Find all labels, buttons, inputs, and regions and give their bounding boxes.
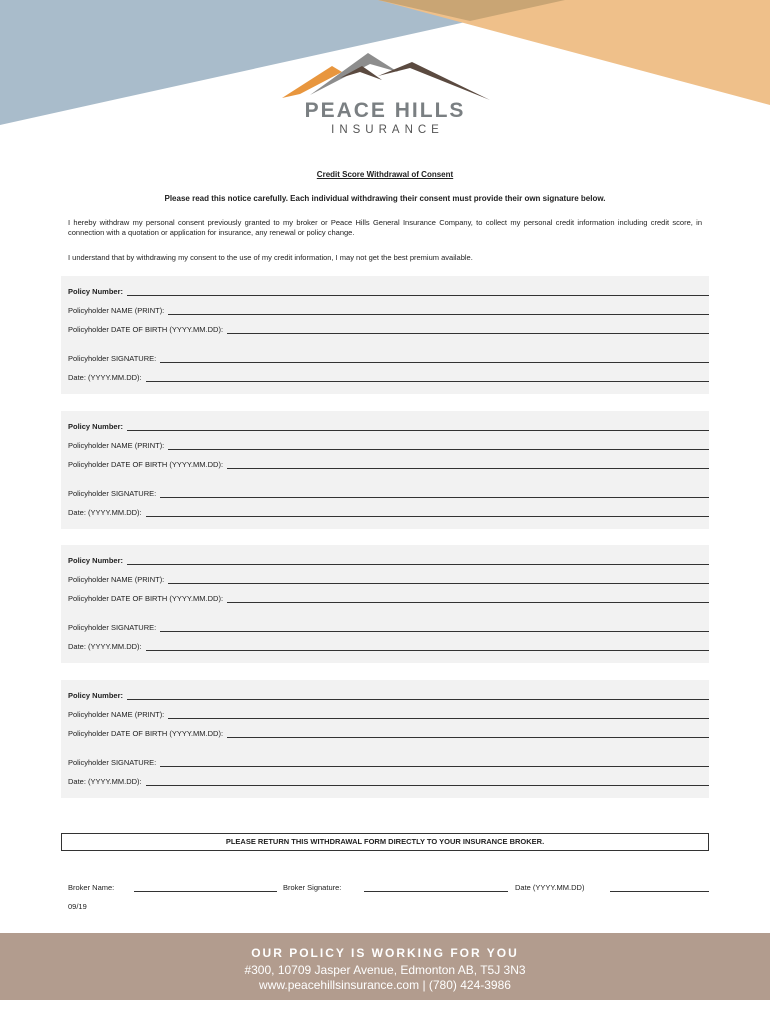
dob-field[interactable] — [68, 457, 709, 469]
date-field[interactable] — [68, 639, 709, 651]
consent-paragraph: I hereby withdraw my personal consent previously granted to my broker or Peace Hills General Insurance Company, to collect my personal credit information including credit score, in connection with a quotation or application for insurance, any renewal or policy change. — [68, 218, 702, 237]
policy-number-line[interactable] — [127, 689, 709, 700]
signature-line[interactable] — [160, 352, 709, 363]
dob-line[interactable] — [227, 592, 709, 603]
broker-signature-label: Broker Signature: — [283, 883, 342, 892]
understanding-paragraph: I understand that by withdrawing my consent to the use of my credit information, I may not get the best premium available. — [68, 253, 473, 262]
name-label: Policyholder NAME (PRINT): — [68, 441, 165, 450]
signature-field[interactable] — [68, 351, 709, 363]
policy-number-label: Policy Number: — [68, 556, 124, 565]
dob-label: Policyholder DATE OF BIRTH (YYYY.MM.DD): — [68, 729, 224, 738]
form-version: 09/19 — [68, 902, 87, 911]
policy-number-label: Policy Number: — [68, 422, 124, 431]
name-field[interactable] — [68, 707, 709, 719]
broker-row — [68, 880, 709, 892]
date-line[interactable] — [146, 640, 709, 651]
policy-number-field[interactable] — [68, 688, 709, 700]
broker-date-label: Date (YYYY.MM.DD) — [515, 883, 585, 892]
name-label: Policyholder NAME (PRINT): — [68, 575, 165, 584]
footer-tagline: OUR POLICY IS WORKING FOR YOU — [251, 946, 519, 960]
broker-date-line[interactable] — [610, 881, 709, 892]
signature-line[interactable] — [160, 756, 709, 767]
dob-line[interactable] — [227, 458, 709, 469]
signature-field[interactable] — [68, 486, 709, 498]
signature-field[interactable] — [68, 755, 709, 767]
policy-number-line[interactable] — [127, 420, 709, 431]
date-line[interactable] — [146, 775, 709, 786]
name-field[interactable] — [68, 438, 709, 450]
return-notice: PLEASE RETURN THIS WITHDRAWAL FORM DIRECTLY TO YOUR INSURANCE BROKER. — [61, 833, 709, 851]
broker-name-line[interactable] — [134, 881, 277, 892]
signature-label: Policyholder SIGNATURE: — [68, 354, 157, 363]
name-line[interactable] — [168, 573, 709, 584]
dob-field[interactable] — [68, 322, 709, 334]
policyholder-block-4 — [61, 680, 709, 798]
name-field[interactable] — [68, 572, 709, 584]
policyholder-block-3 — [61, 545, 709, 663]
brand-name: PEACE HILLS — [304, 99, 466, 122]
footer — [0, 933, 770, 1000]
policy-number-field[interactable] — [68, 553, 709, 565]
instruction-text: Please read this notice carefully. Each individual withdrawing their consent must provide their own signature below. — [164, 194, 606, 203]
name-line[interactable] — [168, 439, 709, 450]
signature-label: Policyholder SIGNATURE: — [68, 758, 157, 767]
date-field[interactable] — [68, 370, 709, 382]
footer-contact: www.peacehillsinsurance.com | (780) 424-3986 — [259, 978, 511, 992]
date-line[interactable] — [146, 506, 709, 517]
dob-label: Policyholder DATE OF BIRTH (YYYY.MM.DD): — [68, 460, 224, 469]
date-field[interactable] — [68, 774, 709, 786]
date-line[interactable] — [146, 371, 709, 382]
name-field[interactable] — [68, 303, 709, 315]
policy-number-field[interactable] — [68, 419, 709, 431]
policy-number-field[interactable] — [68, 284, 709, 296]
policy-number-label: Policy Number: — [68, 691, 124, 700]
date-label: Date: (YYYY.MM.DD): — [68, 777, 142, 786]
page-title: Credit Score Withdrawal of Consent — [316, 170, 454, 179]
dob-label: Policyholder DATE OF BIRTH (YYYY.MM.DD): — [68, 594, 224, 603]
dob-line[interactable] — [227, 727, 709, 738]
policy-number-label: Policy Number: — [68, 287, 124, 296]
dob-line[interactable] — [227, 323, 709, 334]
policy-number-line[interactable] — [127, 554, 709, 565]
brand-subtitle: INSURANCE — [331, 124, 444, 136]
dob-label: Policyholder DATE OF BIRTH (YYYY.MM.DD): — [68, 325, 224, 334]
date-label: Date: (YYYY.MM.DD): — [68, 373, 142, 382]
name-label: Policyholder NAME (PRINT): — [68, 306, 165, 315]
name-line[interactable] — [168, 304, 709, 315]
dob-field[interactable] — [68, 726, 709, 738]
dob-field[interactable] — [68, 591, 709, 603]
date-label: Date: (YYYY.MM.DD): — [68, 508, 142, 517]
signature-line[interactable] — [160, 621, 709, 632]
broker-name-label: Broker Name: — [68, 883, 115, 892]
footer-address: #300, 10709 Jasper Avenue, Edmonton AB, T5J 3N3 — [244, 963, 526, 977]
name-label: Policyholder NAME (PRINT): — [68, 710, 165, 719]
name-line[interactable] — [168, 708, 709, 719]
broker-signature-line[interactable] — [364, 881, 508, 892]
signature-label: Policyholder SIGNATURE: — [68, 623, 157, 632]
date-field[interactable] — [68, 505, 709, 517]
signature-line[interactable] — [160, 487, 709, 498]
signature-field[interactable] — [68, 620, 709, 632]
policyholder-block-1 — [61, 276, 709, 394]
policy-number-line[interactable] — [127, 285, 709, 296]
date-label: Date: (YYYY.MM.DD): — [68, 642, 142, 651]
policyholder-block-2 — [61, 411, 709, 529]
signature-label: Policyholder SIGNATURE: — [68, 489, 157, 498]
